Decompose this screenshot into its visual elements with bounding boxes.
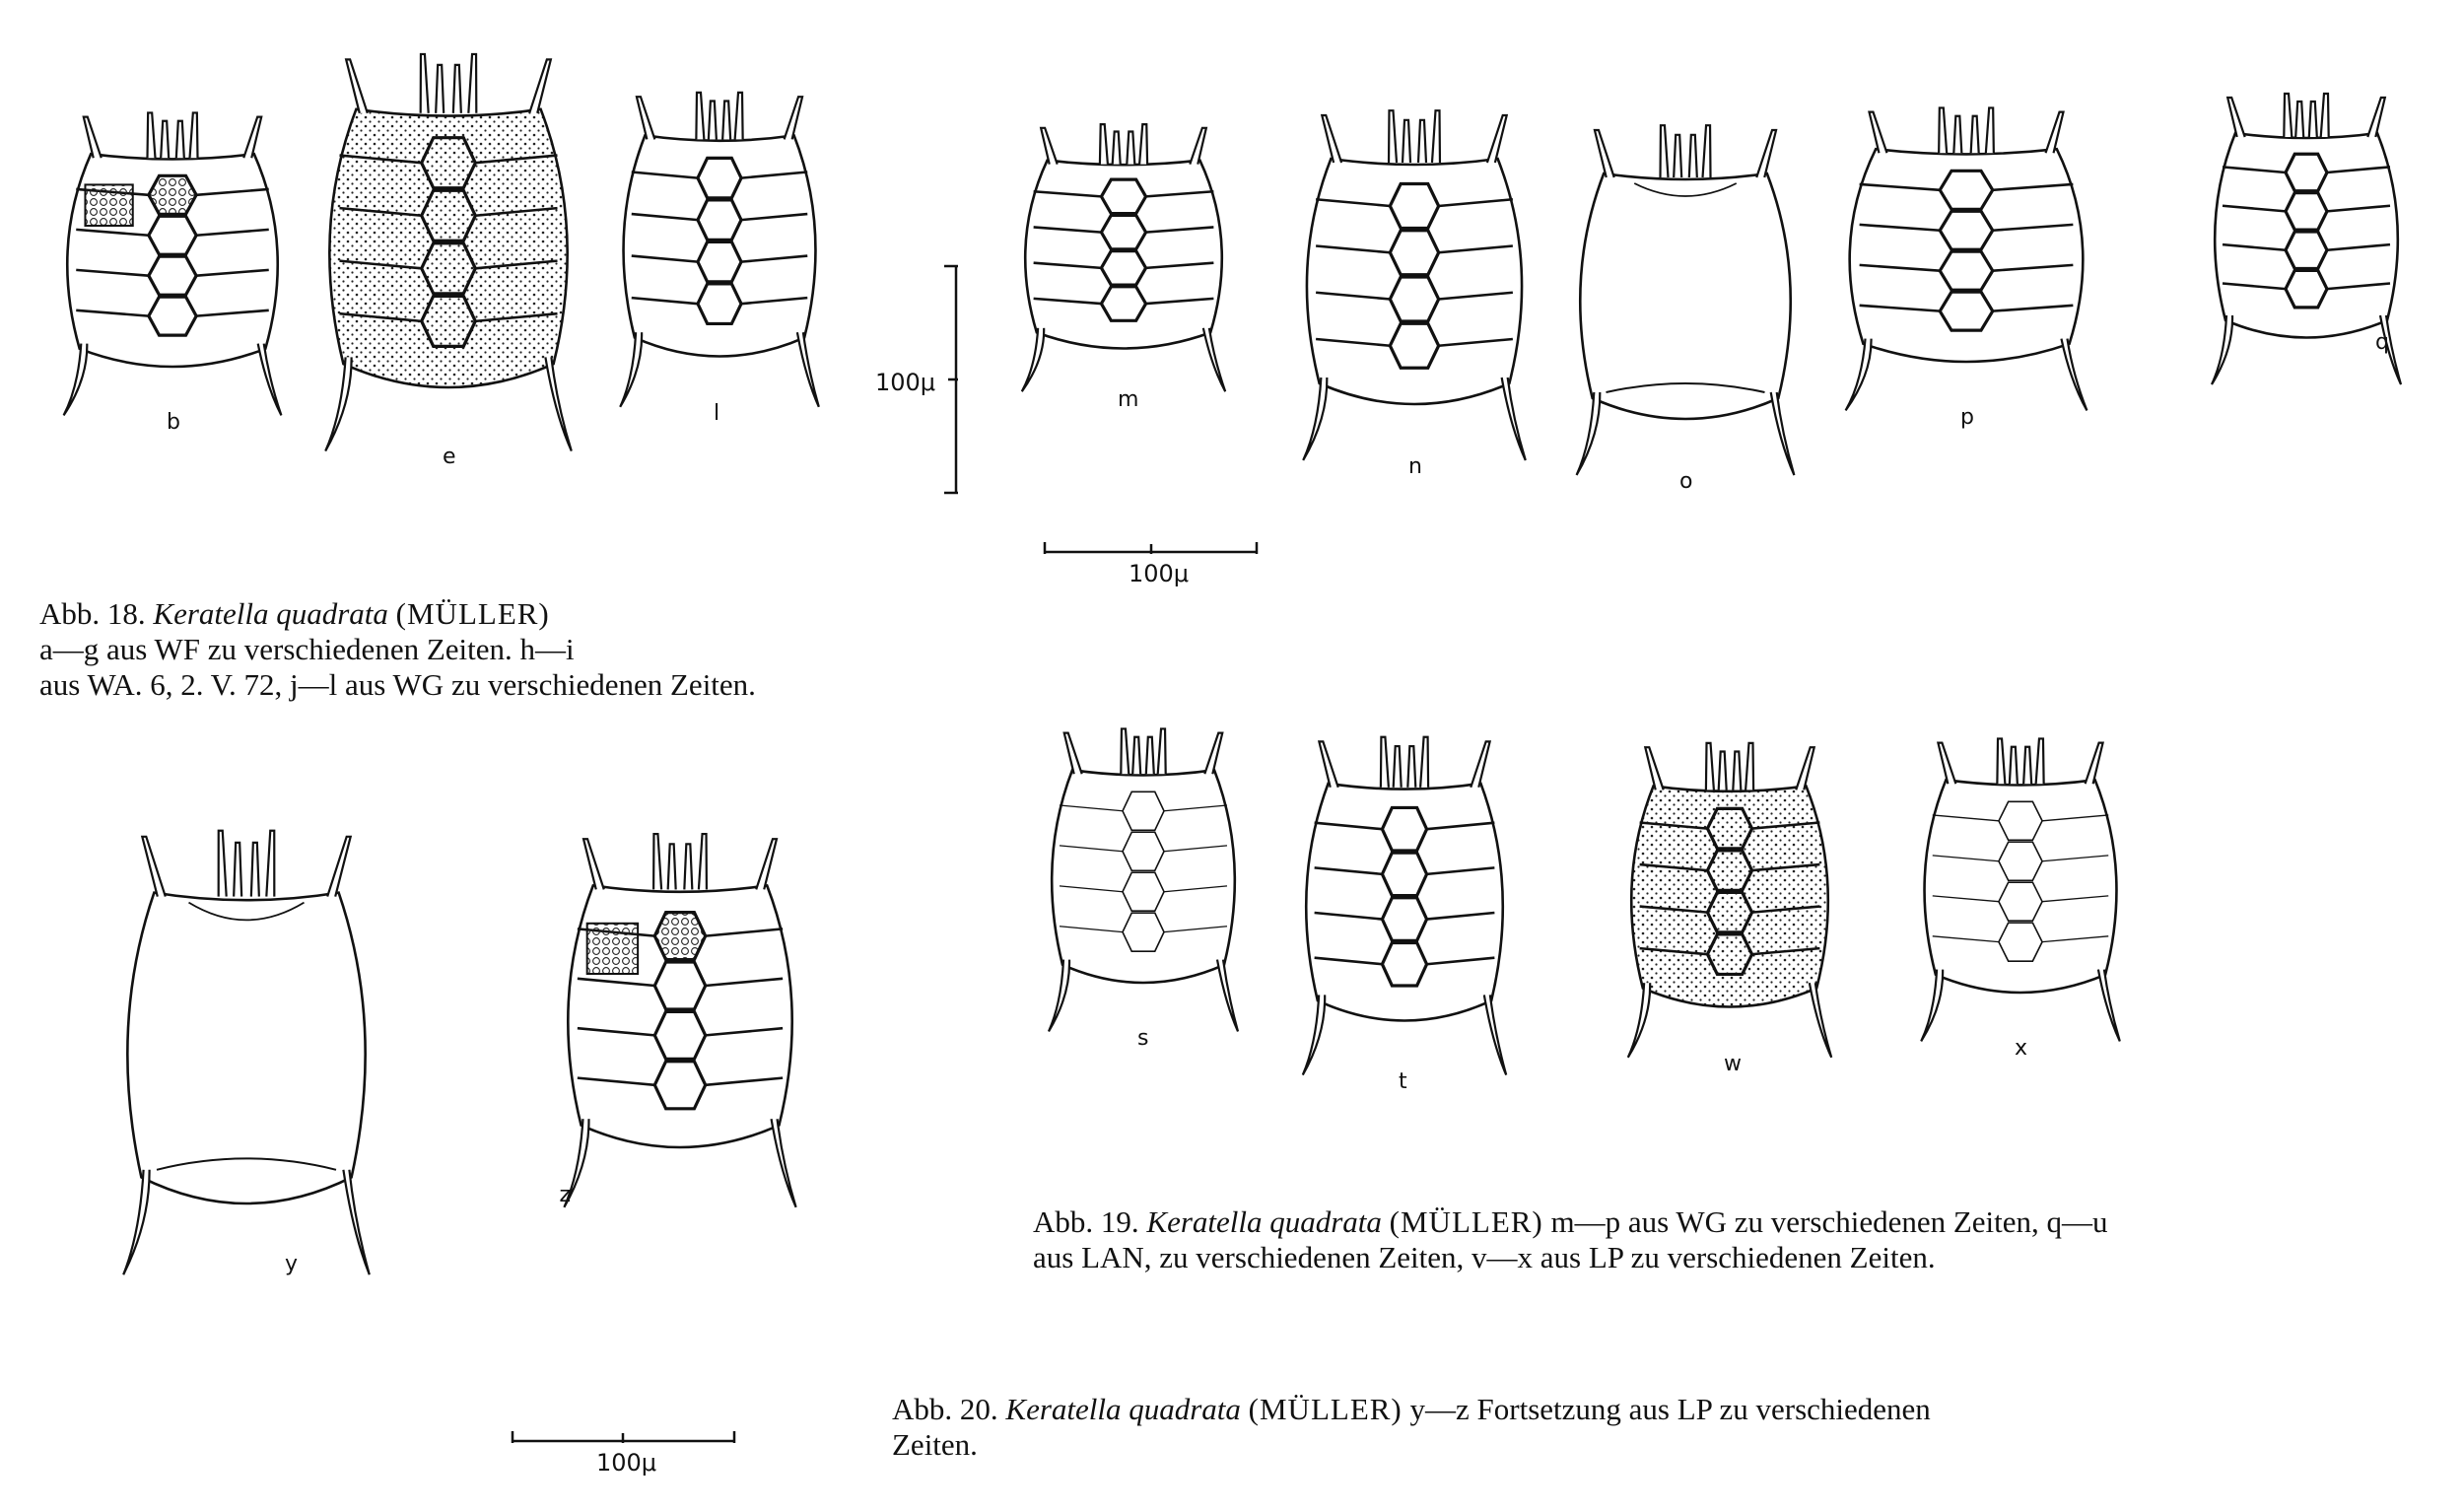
lorica-plate: [1101, 215, 1145, 249]
anterior-spine: [1689, 135, 1697, 177]
caption-20-species: Keratella quadrata: [1005, 1392, 1241, 1426]
plate-suture: [2327, 206, 2390, 212]
plate-suture: [2042, 936, 2108, 942]
lorica-plate: [1101, 251, 1145, 286]
anterior-spine: [327, 837, 351, 897]
plate-suture: [1060, 805, 1123, 811]
lorica-plate: [1999, 882, 2042, 921]
posterior-spine: [1628, 983, 1650, 1058]
posterior-spine: [1217, 960, 1238, 1032]
anterior-spine: [1986, 107, 1994, 153]
caption-abb-19: [1033, 1204, 2108, 1275]
lorica-plate: [1390, 323, 1438, 368]
plate-suture: [1060, 886, 1123, 892]
caption-18-line3: aus WA. 6, 2. V. 72, j—l aus WG zu verschiedenen Zeiten.: [39, 667, 756, 702]
anterior-spine: [1660, 125, 1668, 177]
anterior-spine: [436, 65, 444, 113]
plate-suture: [1034, 227, 1102, 232]
anterior-spine: [1733, 752, 1741, 790]
lorica-plate: [1940, 292, 1993, 330]
reticulated-plate: [85, 184, 132, 226]
lorica-plate: [1390, 184, 1438, 229]
lorica-x: [1921, 738, 2120, 1041]
plate-suture: [632, 256, 698, 262]
plate-suture: [1933, 896, 1999, 902]
posterior-spine: [2061, 339, 2087, 411]
lorica-plate: [1382, 898, 1426, 941]
posterior-spine: [1303, 995, 1325, 1074]
anterior-spine: [176, 121, 184, 158]
lorica-plate: [1123, 791, 1164, 830]
plate-suture: [1427, 823, 1495, 830]
plate-suture: [1315, 823, 1383, 830]
caption-18-line2: a—g aus WF zu verschiedenen Zeiten. h—i: [39, 632, 575, 666]
plate-suture: [2223, 284, 2286, 290]
anterior-spine: [1158, 728, 1166, 774]
lorica-z: [564, 834, 795, 1207]
plate-suture: [1933, 856, 1999, 861]
anterior-spine: [1381, 737, 1389, 788]
plate-suture: [1034, 263, 1102, 268]
anterior-spine: [2046, 112, 2064, 154]
caption-20-prefix: Abb. 20.: [892, 1392, 998, 1426]
plate-suture: [741, 172, 807, 178]
posterior-spine: [1810, 983, 1831, 1058]
anterior-spine: [785, 97, 802, 139]
lorica-plate: [654, 1011, 705, 1059]
plate-suture: [706, 928, 783, 935]
z-scale-label: 100μ: [596, 1449, 657, 1477]
lorica-plate: [1101, 287, 1145, 321]
lorica-n: [1303, 110, 1526, 460]
plate-suture: [76, 310, 149, 316]
anterior-spine: [2010, 747, 2018, 784]
plate-suture: [1315, 958, 1383, 965]
plate-suture: [76, 230, 149, 236]
plate-suture: [2327, 284, 2390, 290]
plate-suture: [1034, 191, 1102, 196]
anterior-spine: [1132, 737, 1140, 774]
figure-label-o: o: [1679, 469, 1693, 494]
anterior-margin: [1634, 183, 1737, 196]
posterior-spine: [1484, 995, 1506, 1074]
lorica-plate: [1123, 913, 1164, 951]
figure-label-w: w: [1724, 1052, 1742, 1077]
anterior-spine: [1471, 741, 1489, 787]
plate-suture: [1439, 199, 1513, 206]
caption-19-species: Keratella quadrata: [1146, 1204, 1382, 1239]
anterior-margin: [189, 903, 305, 921]
caption-18-species: Keratella quadrata: [153, 596, 388, 631]
anterior-spine: [1939, 107, 1947, 153]
anterior-spine: [1706, 743, 1714, 790]
lorica-plate: [1382, 807, 1426, 851]
anterior-spine: [2295, 102, 2303, 137]
plate-suture: [1860, 225, 1941, 231]
posterior-spine: [1203, 328, 1225, 391]
plate-suture: [632, 172, 698, 178]
anterior-spine: [161, 121, 169, 158]
anterior-spine: [1139, 124, 1147, 164]
caption-19-author: (MÜLLER): [1389, 1204, 1543, 1239]
anterior-spine: [637, 97, 654, 139]
lorica-plate: [654, 962, 705, 1009]
lorica-l: [620, 93, 819, 407]
lorica-plate: [2286, 193, 2327, 231]
caption-abb-20: [892, 1392, 1931, 1463]
plate-suture: [196, 270, 269, 276]
figure-label-l: l: [714, 401, 720, 427]
caption-20-author: (MÜLLER): [1248, 1392, 1403, 1426]
anterior-spine: [2023, 747, 2031, 784]
plate-suture: [1146, 263, 1214, 268]
plate-suture: [706, 1078, 783, 1085]
reticulated-plate: [587, 924, 638, 974]
plate-suture: [1439, 246, 1513, 253]
anterior-spine: [421, 54, 429, 113]
plate-suture: [1315, 913, 1383, 920]
lorica-plate: [1123, 872, 1164, 911]
anterior-spine: [1595, 130, 1614, 177]
plate-suture: [1860, 184, 1941, 190]
lorica-plate: [654, 913, 705, 960]
anterior-spine: [190, 112, 198, 158]
figure-label-q: q: [2375, 330, 2389, 355]
plate-suture: [741, 214, 807, 220]
lorica-m: [1022, 124, 1225, 391]
anterior-spine: [699, 834, 707, 889]
plate-suture: [196, 230, 269, 236]
anterior-spine: [234, 843, 241, 897]
plate-suture: [1933, 936, 1999, 942]
plate-suture: [741, 256, 807, 262]
lorica-b: [64, 112, 282, 415]
posterior-spine: [1502, 378, 1526, 460]
plate-suture: [1164, 846, 1227, 852]
lorica-w: [1628, 743, 1831, 1058]
posterior-spine: [325, 357, 351, 450]
anterior-spine: [1041, 128, 1058, 165]
anterior-spine: [1645, 747, 1663, 790]
plate-suture: [1316, 339, 1390, 346]
anterior-spine: [1204, 733, 1222, 775]
anterior-spine: [653, 834, 661, 889]
anterior-spine: [243, 117, 261, 159]
anterior-spine: [1418, 120, 1426, 163]
figure-label-m: m: [1118, 386, 1139, 412]
caption-19-line1: m—p aus WG zu verschiedenen Zeiten, q—u: [1550, 1204, 2108, 1239]
posterior-spine: [1303, 378, 1327, 460]
anterior-spine: [1756, 130, 1776, 177]
plate-suture: [2327, 167, 2390, 172]
plate-suture: [578, 1078, 654, 1085]
anterior-spine: [583, 839, 604, 889]
posterior-spine: [545, 357, 571, 450]
plate-suture: [632, 214, 698, 220]
posterior-spine: [1846, 339, 1872, 411]
lorica-plate: [1999, 842, 2042, 880]
anterior-spine: [529, 59, 551, 112]
plate-suture: [2223, 244, 2286, 250]
anterior-spine: [2284, 94, 2292, 137]
plate-suture: [1993, 306, 2074, 311]
plate-suture: [2223, 206, 2286, 212]
figure-label-y: y: [285, 1252, 299, 1276]
anterior-spine: [1319, 741, 1337, 787]
plate-suture: [196, 310, 269, 316]
plate-suture: [1993, 265, 2074, 271]
anterior-spine: [147, 112, 155, 158]
plate-suture: [632, 298, 698, 304]
plate-suture: [1427, 958, 1495, 965]
plate-suture: [2042, 815, 2108, 821]
plate-suture: [1427, 913, 1495, 920]
plate-suture: [1993, 184, 2074, 190]
bleed-through-text: [779, 749, 897, 1439]
lorica-plate: [1390, 277, 1438, 321]
plate-suture: [1993, 225, 2074, 231]
anterior-spine: [1190, 128, 1206, 165]
plate-suture: [1146, 227, 1214, 232]
anterior-spine: [1394, 746, 1402, 788]
lorica-e: [325, 54, 572, 451]
anterior-spine: [2036, 738, 2044, 784]
plate-suture: [741, 298, 807, 304]
lorica-plate: [2286, 154, 2327, 191]
lorica-plate: [149, 175, 196, 214]
lorica-t: [1303, 737, 1506, 1075]
lorica-plate: [1999, 923, 2042, 961]
anterior-spine: [709, 102, 717, 140]
lorica-plate: [1382, 853, 1426, 896]
plate-suture: [1316, 246, 1390, 253]
anterior-spine: [1389, 110, 1397, 163]
lorica-plate: [1382, 942, 1426, 986]
plate-suture: [578, 979, 654, 986]
anterior-spine: [1121, 728, 1129, 774]
anterior-spine: [696, 93, 704, 140]
anterior-spine: [1703, 125, 1711, 177]
plate-suture: [1315, 867, 1383, 874]
anterior-spine: [1322, 115, 1341, 163]
anterior-spine: [2321, 94, 2329, 137]
anterior-spine: [219, 831, 227, 897]
anterior-spine: [1997, 738, 2005, 784]
anterior-spine: [1403, 120, 1410, 163]
plate-suture: [1316, 293, 1390, 300]
anterior-spine: [142, 837, 166, 897]
lorica-plate: [698, 200, 741, 241]
plate-suture: [1164, 927, 1227, 932]
posterior-spine: [1921, 970, 1943, 1042]
anterior-spine: [346, 59, 368, 112]
anterior-spine: [1938, 743, 1955, 785]
figure-label-s: s: [1137, 1026, 1149, 1052]
lorica-plate: [2286, 232, 2327, 269]
anterior-spine: [266, 831, 274, 897]
anterior-spine: [84, 117, 102, 159]
anterior-spine: [1100, 124, 1108, 164]
lorica-plate: [149, 216, 196, 254]
anterior-spine: [684, 844, 692, 889]
anterior-spine: [2086, 743, 2103, 785]
anterior-spine: [1113, 131, 1121, 164]
plate-suture: [1146, 191, 1214, 196]
anterior-spine: [1869, 112, 1886, 154]
lorica-plate: [1390, 231, 1438, 275]
anterior-spine: [1953, 116, 1961, 153]
posterior-spine: [1049, 960, 1069, 1032]
anterior-spine: [1420, 737, 1428, 788]
anterior-spine: [2227, 98, 2245, 137]
plate-suture: [1060, 846, 1123, 852]
posterior-spine: [2098, 970, 2120, 1042]
anterior-spine: [1719, 752, 1727, 790]
caption-19-line2: aus LAN, zu verschiedenen Zeiten, v—x aus LP zu verschiedenen Zeiten.: [1033, 1240, 1936, 1274]
lorica-plate: [149, 297, 196, 335]
caption-20-line2: Zeiten.: [892, 1427, 978, 1462]
m-scale-bar: [1045, 542, 1257, 554]
figure-label-e: e: [443, 444, 456, 469]
lorica-plate: [698, 284, 741, 324]
lorica-plate: [1940, 211, 1993, 249]
anterior-spine: [1487, 115, 1507, 163]
posterior-spine: [343, 1170, 369, 1274]
posterior-spine: [1022, 328, 1044, 391]
plate-suture: [2327, 244, 2390, 250]
posterior-margin: [1607, 383, 1765, 392]
posterior-spine: [1771, 392, 1795, 475]
anterior-spine: [453, 65, 461, 113]
caption-18-prefix: Abb. 18.: [39, 596, 146, 631]
lorica-plate: [1101, 179, 1145, 214]
anterior-spine: [1796, 747, 1814, 790]
caption-20-line1: y—z Fortsetzung aus LP zu verschiedenen: [1409, 1392, 1931, 1426]
plate-suture: [1860, 265, 1941, 271]
anterior-spine: [722, 102, 730, 140]
caption-18-author: (MÜLLER): [395, 596, 550, 631]
anterior-spine: [735, 93, 743, 140]
figure-label-p: p: [1960, 405, 1974, 431]
plate-suture: [1427, 867, 1495, 874]
plate-suture: [706, 979, 783, 986]
plate-suture: [706, 1028, 783, 1035]
figure-label-z: z: [559, 1183, 572, 1207]
plate-suture: [578, 1028, 654, 1035]
plate-suture: [1060, 927, 1123, 932]
vertical-scale-label: 100μ: [875, 369, 936, 396]
plate-suture: [1933, 815, 1999, 821]
anterior-spine: [1127, 131, 1134, 164]
anterior-spine: [1064, 733, 1082, 775]
anterior-spine: [1971, 116, 1979, 153]
plate-suture: [1146, 299, 1214, 304]
anterior-spine: [251, 843, 259, 897]
lorica-plate: [1940, 251, 1993, 290]
lorica-o: [1577, 125, 1795, 475]
lorica-s: [1049, 728, 1238, 1031]
lorica-p: [1846, 107, 2088, 410]
lorica-plate: [1123, 832, 1164, 870]
anterior-spine: [756, 839, 777, 889]
caption-19-prefix: Abb. 19.: [1033, 1204, 1139, 1239]
figure-label-t: t: [1399, 1068, 1407, 1094]
plate-suture: [2042, 896, 2108, 902]
plate-suture: [1164, 886, 1227, 892]
lorica-outline: [127, 893, 366, 1203]
lorica-q: [2212, 94, 2401, 384]
anterior-spine: [2367, 98, 2385, 137]
posterior-spine: [797, 332, 819, 407]
lorica-plate: [654, 1062, 705, 1109]
plate-suture: [1316, 199, 1390, 206]
figure-label-b: b: [167, 410, 180, 436]
lorica-plate: [698, 241, 741, 282]
plate-suture: [1439, 339, 1513, 346]
caption-abb-18: [39, 596, 756, 703]
plate-suture: [1439, 293, 1513, 300]
posterior-margin: [157, 1158, 336, 1169]
figure-label-n: n: [1408, 454, 1422, 479]
anterior-spine: [1146, 737, 1154, 774]
posterior-spine: [258, 344, 282, 416]
z-scale-bar: [513, 1431, 734, 1443]
posterior-spine: [1577, 392, 1601, 475]
anterior-spine: [668, 844, 676, 889]
plate-suture: [2223, 167, 2286, 172]
plate-suture: [1860, 306, 1941, 311]
lorica-plate: [149, 256, 196, 295]
posterior-spine: [620, 332, 642, 407]
anterior-spine: [1674, 135, 1681, 177]
plate-suture: [76, 270, 149, 276]
figure-label-x: x: [2015, 1036, 2028, 1062]
plate-suture: [1034, 299, 1102, 304]
plate-suture: [1164, 805, 1227, 811]
lorica-plate: [2286, 270, 2327, 308]
anterior-spine: [468, 54, 476, 113]
anterior-spine: [2309, 102, 2317, 137]
vertical-scale-bar: [944, 266, 958, 493]
lorica-plate: [698, 158, 741, 198]
lorica-plate: [1940, 171, 1993, 209]
lorica-y: [123, 831, 370, 1274]
posterior-spine: [123, 1170, 149, 1274]
plate-suture: [196, 189, 269, 195]
anterior-spine: [1407, 746, 1415, 788]
lorica-plate: [1999, 801, 2042, 840]
plate-suture: [2042, 856, 2108, 861]
anterior-spine: [1745, 743, 1753, 790]
m-scale-label: 100μ: [1129, 560, 1190, 587]
anterior-spine: [1432, 110, 1440, 163]
posterior-spine: [2212, 315, 2232, 384]
posterior-spine: [64, 344, 88, 416]
lorica-outline: [1580, 173, 1791, 419]
